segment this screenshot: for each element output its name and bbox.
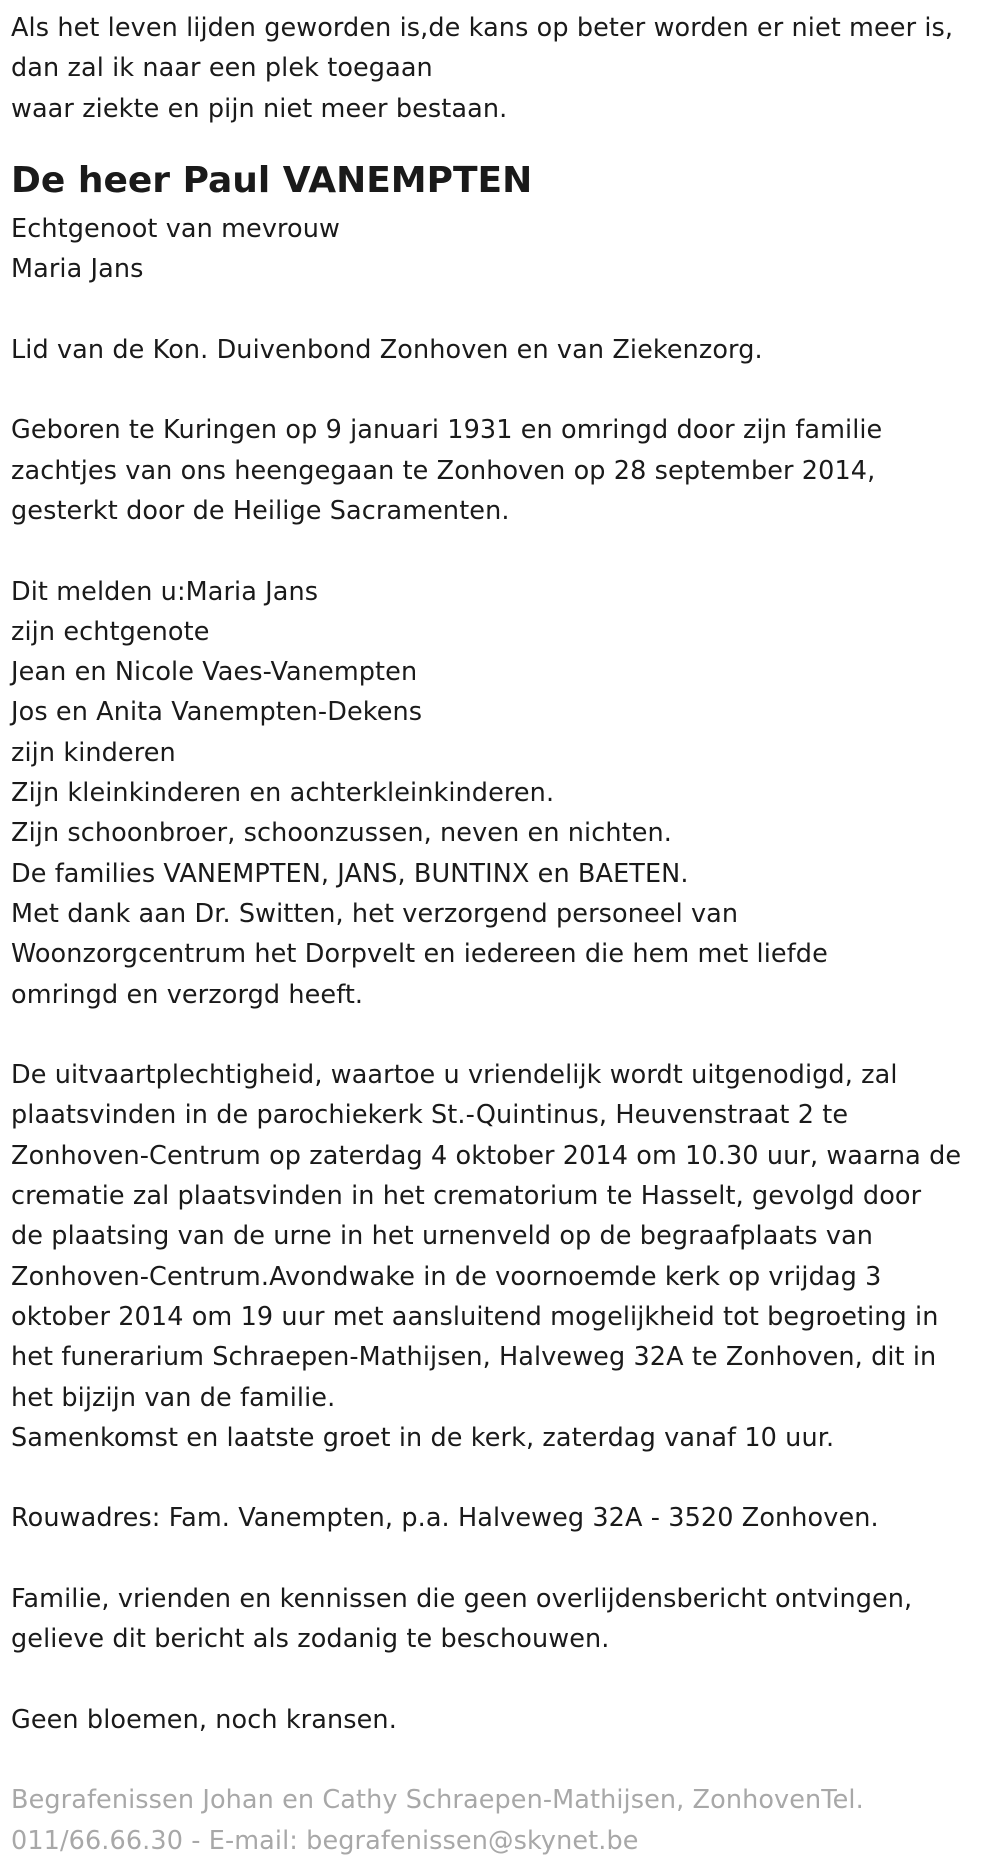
birth-death-line: Geboren te Kuringen op 9 januari 1931 en omringd door zijn familie [11, 415, 883, 446]
family-line: De families VANEMPTEN, JANS, BUNTINX en BAETEN. [11, 858, 689, 889]
family-line: zijn kinderen [11, 737, 176, 768]
family-line: Met dank aan Dr. Switten, het verzorgend personeel van [11, 898, 739, 929]
spacer [11, 1539, 992, 1579]
family-line: zijn echtgenote [11, 616, 210, 647]
funeral-line: de plaatsing van de urne in het urnenveld op de begraafplaats van [11, 1221, 874, 1252]
spouse-block [11, 209, 992, 290]
spacer [11, 289, 992, 329]
footer-line: 011/66.66.30 - E-mail: begrafenissen@skynet.be [11, 1825, 639, 1856]
family-line: omringd en verzorgd heeft. [11, 979, 364, 1010]
spouse-line: Echtgenoot van mevrouw [11, 213, 340, 244]
funeral-line: oktober 2014 om 19 uur met aansluitend mogelijkheid tot begroeting in [11, 1301, 939, 1332]
funeral-block [11, 1055, 992, 1458]
spacer [11, 531, 992, 571]
poem-line: Als het leven lijden geworden is,de kans op beter worden er niet meer is, [11, 13, 954, 43]
family-line: Jean en Nicole Vaes-Vanempten [11, 657, 418, 688]
funeral-line: plaatsvinden in de parochiekerk St.-Quintinus, Heuvenstraat 2 te [11, 1100, 849, 1131]
spacer [11, 1660, 992, 1700]
family-line: Zijn kleinkinderen en achterkleinkinderen. [11, 778, 555, 809]
spacer [11, 1740, 992, 1780]
deceased-name-heading: De heer Paul VANEMPTEN [11, 159, 533, 201]
birth-death-block [11, 410, 992, 531]
notice-block [11, 1579, 992, 1660]
spacer [11, 1015, 992, 1055]
membership-text: Lid van de Kon. Duivenbond Zonhoven en van Ziekenzorg. [11, 334, 763, 365]
notice-line: Familie, vrienden en kennissen die geen overlijdensbericht ontvingen, [11, 1583, 913, 1614]
family-line: Woonzorgcentrum het Dorpvelt en iedereen die hem met liefde [11, 939, 828, 970]
funeral-line: het bijzijn van de familie. [11, 1382, 336, 1413]
notice-line: gelieve dit bericht als zodanig te beschouwen. [11, 1624, 610, 1655]
poem-line: dan zal ik naar een plek toegaan [11, 53, 433, 84]
funeral-line: Zonhoven-Centrum.Avondwake in de voornoemde kerk op vrijdag 3 [11, 1261, 882, 1292]
birth-death-line: gesterkt door de Heilige Sacramenten. [11, 495, 510, 526]
family-line: Zijn schoonbroer, schoonzussen, neven en nichten. [11, 818, 672, 849]
address-text: Rouwadres: Fam. Vanempten, p.a. Halveweg 32A - 3520 Zonhoven. [11, 1503, 879, 1534]
poem-block [11, 8, 992, 129]
funeral-line: De uitvaartplechtigheid, waartoe u vriendelijk wordt uitgenodigd, zal [11, 1060, 898, 1091]
birth-death-line: zachtjes van ons heengegaan te Zonhoven op 28 september 2014, [11, 455, 876, 486]
spacer [11, 1458, 992, 1498]
funeral-line: Samenkomst en laatste groet in de kerk, zaterdag vanaf 10 uur. [11, 1422, 835, 1453]
flowers-text: Geen bloemen, noch kransen. [11, 1704, 397, 1735]
spouse-line: Maria Jans [11, 254, 144, 285]
funeral-line: Zonhoven-Centrum op zaterdag 4 oktober 2014 om 10.30 uur, waarna de [11, 1140, 962, 1171]
family-line: Dit melden u:Maria Jans [11, 576, 319, 607]
spacer [11, 370, 992, 410]
family-block [11, 572, 992, 1015]
funeral-line: het funerarium Schraepen-Mathijsen, Halveweg 32A te Zonhoven, dit in [11, 1342, 937, 1373]
funeral-home-footer [11, 1780, 992, 1861]
footer-line: Begrafenissen Johan en Cathy Schraepen-Mathijsen, ZonhovenTel. [11, 1785, 864, 1816]
funeral-line: crematie zal plaatsvinden in het crematorium te Hasselt, gevolgd door [11, 1181, 922, 1212]
poem-line: waar ziekte en pijn niet meer bestaan. [11, 93, 508, 124]
family-line: Jos en Anita Vanempten-Dekens [11, 697, 423, 728]
